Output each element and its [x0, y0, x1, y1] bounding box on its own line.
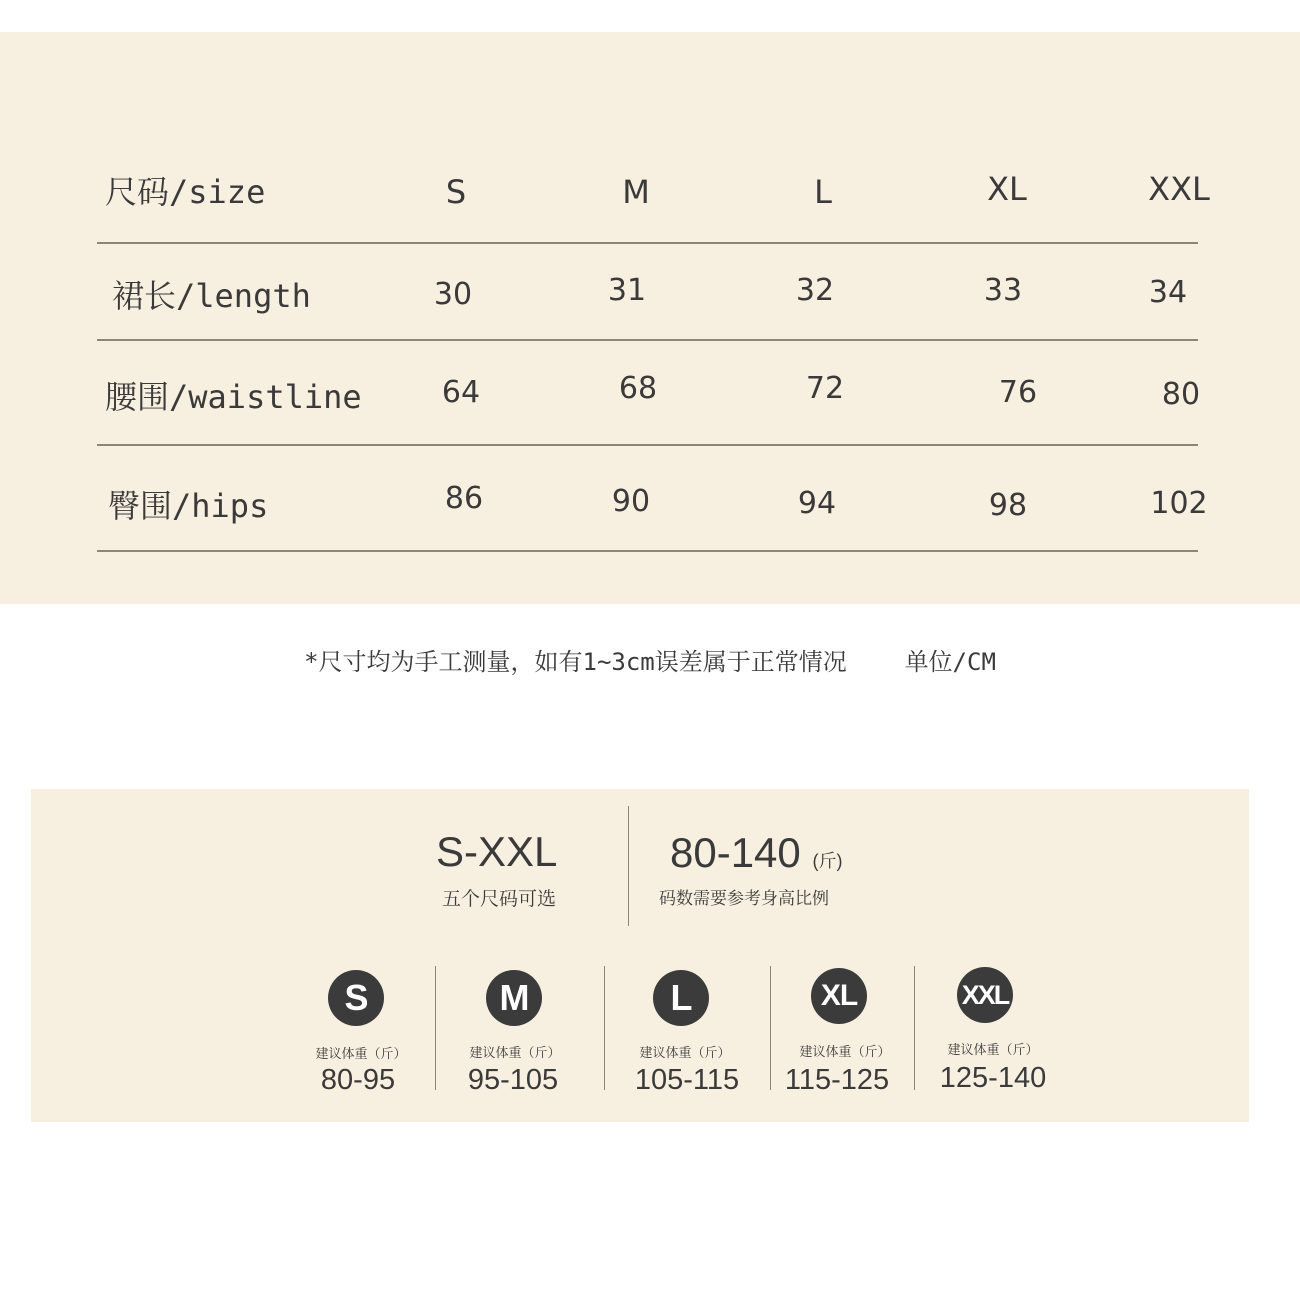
length-row-label: 裙长/length	[112, 277, 311, 315]
weight-range-value: 80-140	[670, 829, 801, 876]
table-divider	[97, 242, 1198, 244]
weight-range-xl: 115-125	[784, 1064, 890, 1096]
weight-column-divider	[604, 966, 605, 1090]
hips-l: 94	[797, 486, 837, 521]
hips-s: 86	[444, 481, 484, 516]
weight-column-divider	[914, 966, 915, 1090]
table-divider	[97, 550, 1198, 552]
length-s: 30	[433, 277, 473, 312]
waistline-m: 68	[618, 371, 658, 406]
size-header-l: L	[814, 173, 832, 211]
waistline-xxl: 80	[1161, 377, 1201, 412]
weight-range	[670, 829, 842, 877]
unit-note: 单位/CM	[904, 648, 996, 676]
size-header-xl: XL	[987, 170, 1027, 208]
length-m: 31	[607, 273, 647, 308]
measurement-note	[0, 642, 1300, 677]
hips-row-label: 臀围/hips	[108, 487, 269, 525]
table-divider	[97, 339, 1198, 341]
size-header-m: M	[622, 173, 650, 211]
weight-column-divider	[435, 966, 436, 1090]
size-range: S-XXL	[436, 828, 558, 875]
size-header-label: 尺码/size	[105, 173, 266, 211]
weight-range-xxl: 125-140	[939, 1062, 1047, 1094]
weight-label-xl: 建议体重（斤）	[799, 1045, 891, 1060]
size-range-caption: 五个尺码可选	[442, 888, 557, 910]
weight-label-l: 建议体重（斤）	[639, 1046, 731, 1061]
weight-range-unit: (斤)	[812, 851, 843, 871]
size-header-xxl: XXL	[1148, 170, 1210, 208]
weight-range-s: 80-95	[320, 1064, 396, 1096]
hips-m: 90	[611, 484, 651, 519]
weight-label-s: 建议体重（斤）	[315, 1047, 407, 1062]
size-badge-l: L	[653, 970, 709, 1026]
waistline-xl: 76	[998, 375, 1038, 410]
length-xl: 33	[983, 273, 1023, 308]
waistline-l: 72	[805, 371, 845, 406]
weight-range-l: 105-115	[634, 1064, 740, 1096]
size-badge-m: M	[486, 970, 542, 1026]
size-badge-xxl: XXL	[957, 967, 1013, 1023]
waistline-s: 64	[441, 375, 481, 410]
weight-label-m: 建议体重（斤）	[469, 1046, 561, 1061]
waistline-row-label: 腰围/waistline	[105, 378, 362, 416]
weight-range-m: 95-105	[467, 1064, 559, 1096]
weight-label-xxl: 建议体重（斤）	[947, 1043, 1039, 1058]
hips-xxl: 102	[1150, 486, 1208, 521]
measurement-note-text: *尺寸均为手工测量，如有1~3cm误差属于正常情况	[304, 648, 847, 676]
hips-xl: 98	[988, 488, 1028, 523]
size-header-s: S	[445, 173, 467, 211]
size-badge-s: S	[328, 970, 384, 1026]
size-badge-xl: XL	[811, 968, 867, 1024]
length-l: 32	[795, 273, 835, 308]
summary-divider	[628, 806, 629, 926]
weight-caption: 码数需要参考身高比例	[659, 889, 829, 909]
table-divider	[97, 444, 1198, 446]
length-xxl: 34	[1148, 275, 1188, 310]
